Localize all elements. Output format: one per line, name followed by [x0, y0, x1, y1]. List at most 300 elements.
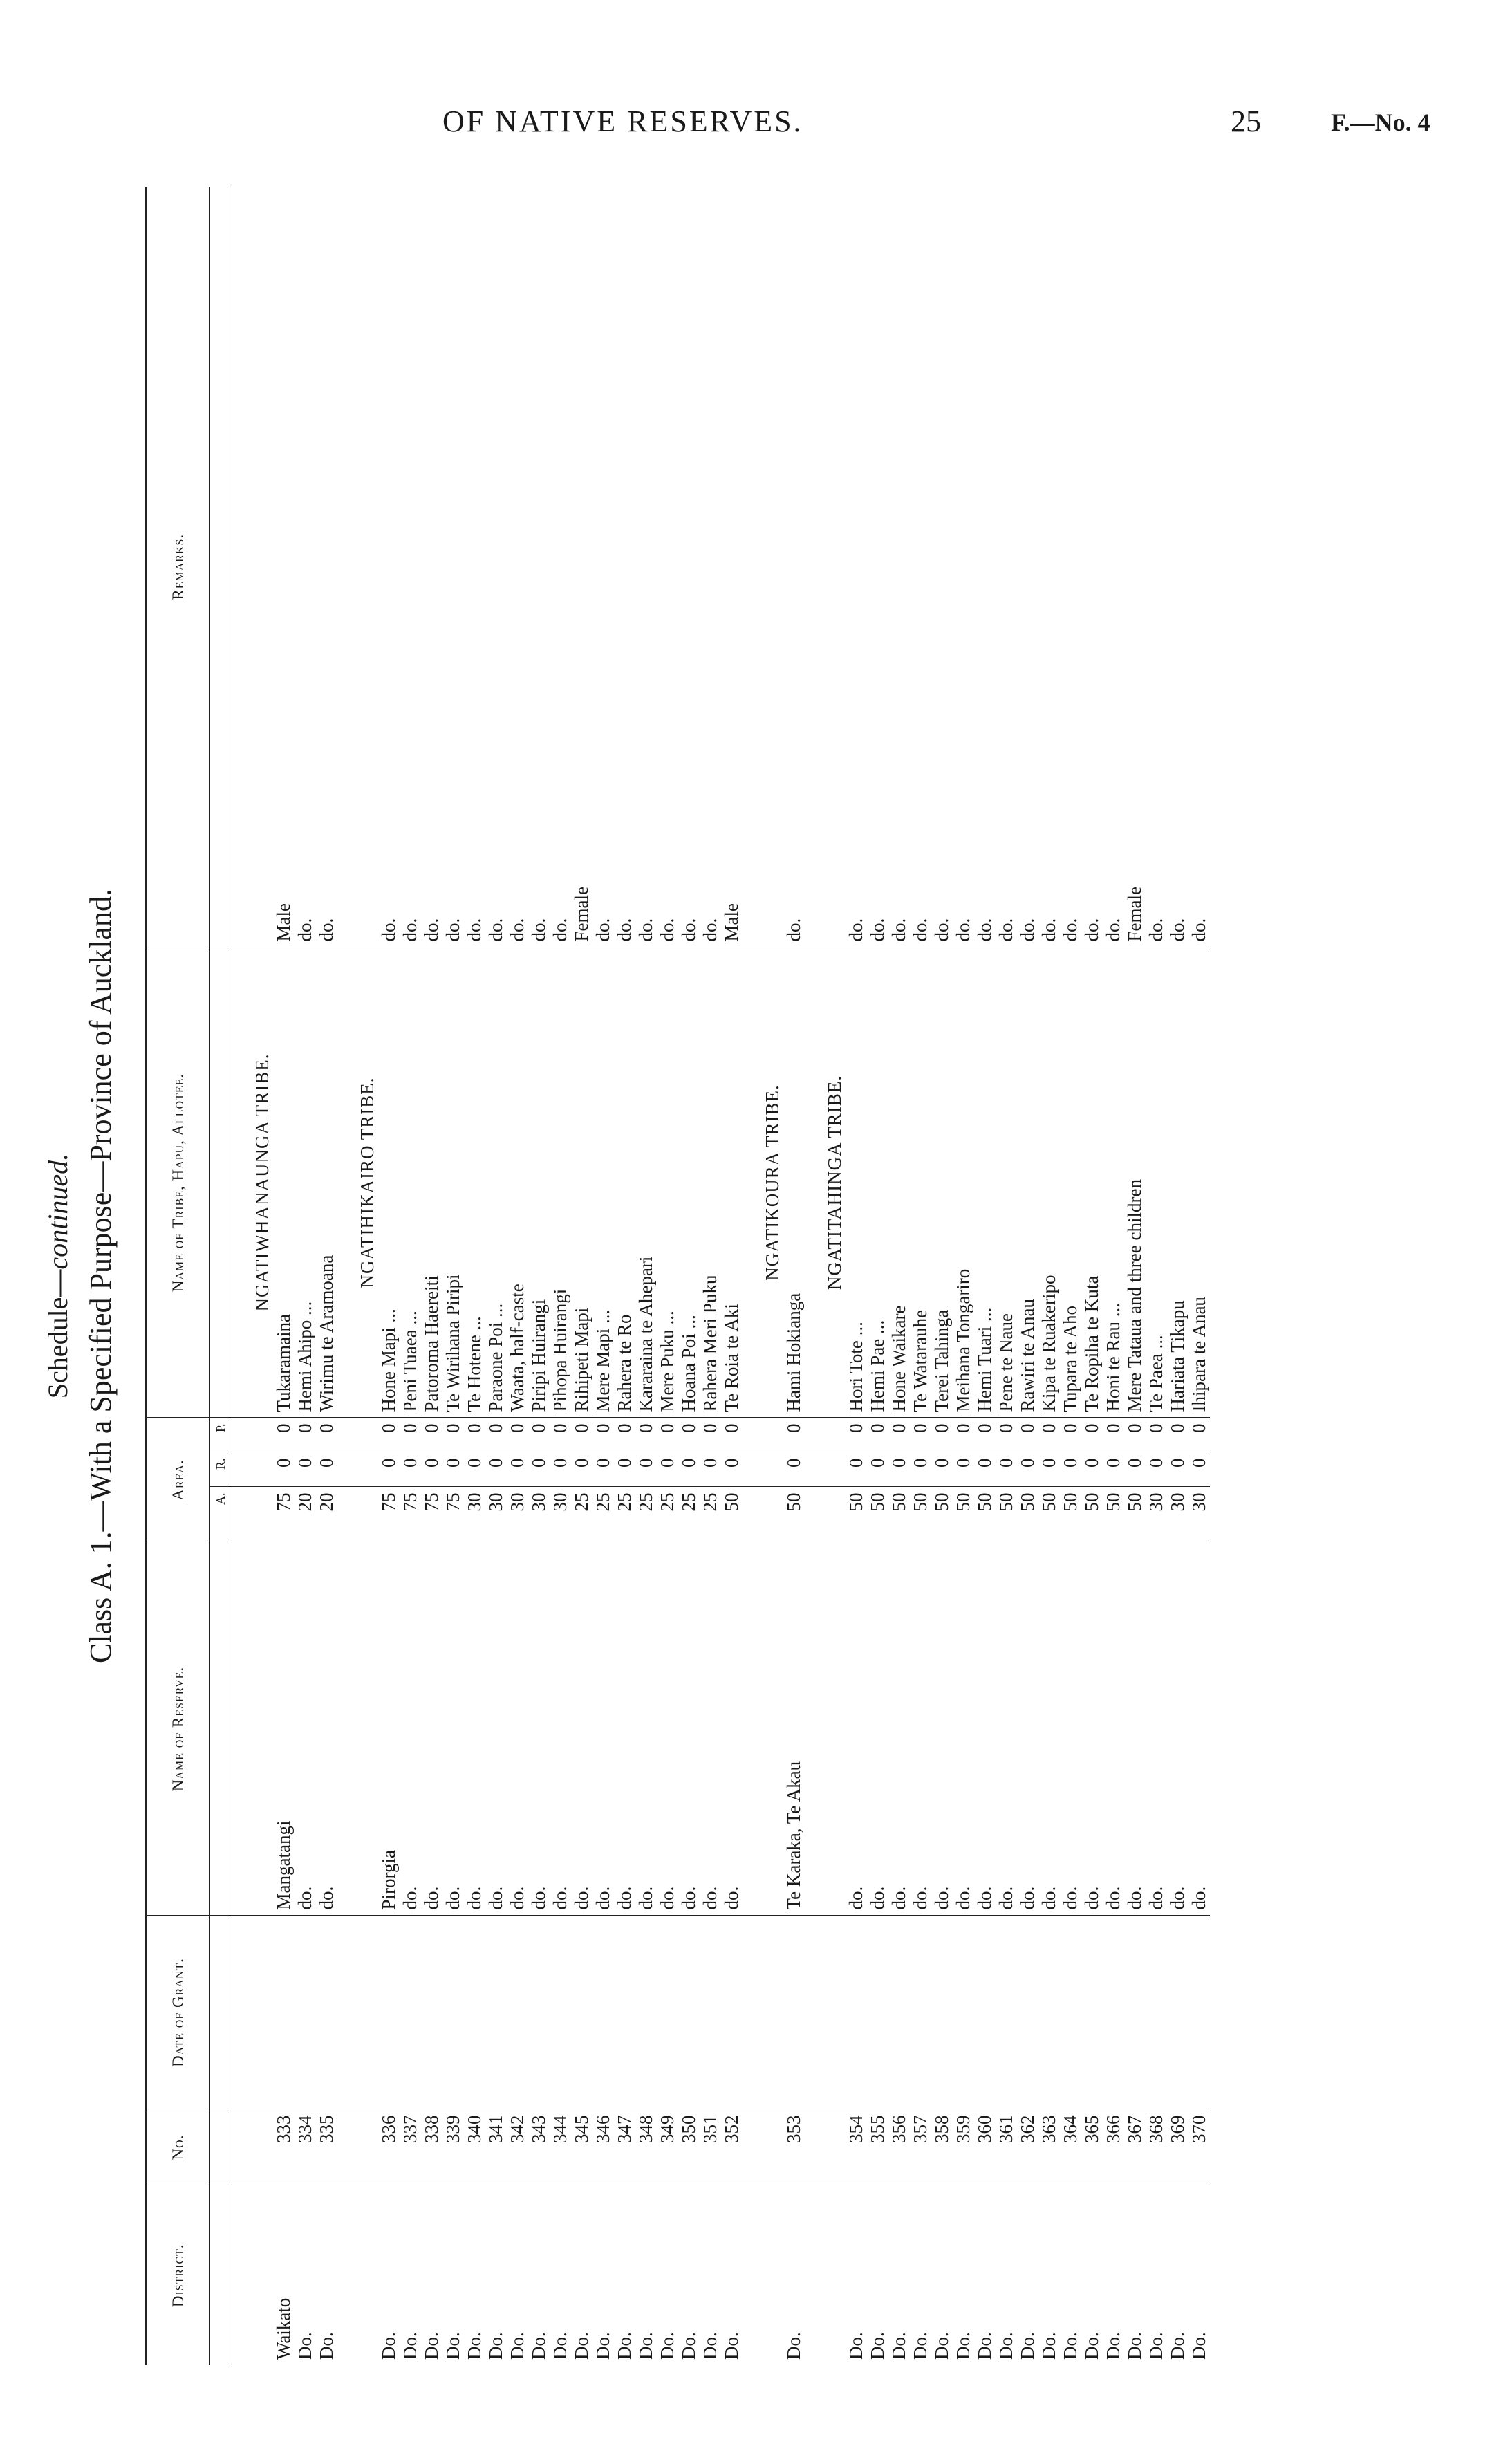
district-cell: Do. — [464, 2185, 485, 2365]
area-perches-cell: 0 — [1103, 1418, 1124, 1452]
table-row — [1060, 187, 1081, 2365]
allotee-cell: Te Wirihana Piripi — [442, 947, 464, 1418]
remarks-cell: do. — [867, 918, 888, 942]
district-cell: Do. — [316, 2185, 337, 2365]
area-roods-cell: 0 — [1060, 1452, 1081, 1487]
reserve-cell: do. — [421, 1542, 442, 1916]
remarks-cell: do. — [783, 918, 804, 942]
area-roods-cell: 0 — [550, 1452, 571, 1487]
area-roods-cell: 0 — [1146, 1452, 1167, 1487]
reserve-cell: do. — [614, 1542, 635, 1916]
remarks-cell: do. — [378, 918, 399, 942]
area-roods-cell: 0 — [721, 1452, 743, 1487]
number-cell: 360 — [974, 2109, 996, 2185]
area-roods-cell: 0 — [485, 1452, 507, 1487]
table-row — [846, 187, 867, 2365]
date-cell — [931, 1916, 953, 2109]
area-roods-cell: 0 — [442, 1452, 464, 1487]
date-cell — [378, 1916, 400, 2109]
allotee-cell: Hoana Poi ... — [678, 947, 700, 1418]
area-roods-cell: 0 — [1103, 1452, 1124, 1487]
number-cell: 342 — [507, 2109, 528, 2185]
reserve-cell: do. — [888, 1542, 910, 1916]
table-row — [273, 187, 295, 2365]
reserve-cell: do. — [657, 1542, 678, 1916]
district-cell: Do. — [657, 2185, 678, 2365]
number-cell: 352 — [721, 2109, 743, 2185]
area-perches-cell: 0 — [1167, 1418, 1188, 1452]
reserve-cell: do. — [1038, 1542, 1060, 1916]
number-cell: 344 — [550, 2109, 571, 2185]
district-cell: Do. — [846, 2185, 867, 2365]
district-cell: Do. — [1124, 2185, 1146, 2365]
area-roods-cell: 0 — [953, 1452, 974, 1487]
area-acres-cell: 50 — [1038, 1487, 1060, 1542]
reserve-cell: do. — [485, 1542, 507, 1916]
reserve-cell: do. — [400, 1542, 421, 1916]
schedule-caption — [41, 187, 74, 2365]
table-row — [783, 187, 805, 2365]
number-cell: 363 — [1038, 2109, 1060, 2185]
date-cell — [1146, 1916, 1167, 2109]
district-cell: Do. — [974, 2185, 996, 2365]
date-cell — [528, 1916, 550, 2109]
table-row — [316, 187, 337, 2365]
area-perches-cell: 0 — [550, 1418, 571, 1452]
date-cell — [888, 1916, 910, 2109]
area-perches-cell: 0 — [273, 1418, 295, 1452]
area-roods-cell: 0 — [571, 1452, 592, 1487]
table-row — [1017, 187, 1038, 2365]
remarks-cell: do. — [1167, 918, 1188, 942]
area-roods-cell: 0 — [1167, 1452, 1188, 1487]
date-cell — [1060, 1916, 1081, 2109]
number-cell: 335 — [316, 2109, 337, 2185]
date-cell — [1167, 1916, 1188, 2109]
date-cell — [1017, 1916, 1038, 2109]
allotee-cell: Mere Puku ... — [657, 947, 678, 1418]
reserve-cell: do. — [678, 1542, 700, 1916]
area-acres-cell: 50 — [953, 1487, 974, 1542]
reserve-cell: do. — [464, 1542, 485, 1916]
area-roods-cell: 0 — [635, 1452, 657, 1487]
class-caption: Class A. 1.—With a Specified Purpose—Province of Auckland. — [84, 888, 118, 1664]
number-cell: 338 — [421, 2109, 442, 2185]
area-perches-cell: 0 — [1146, 1418, 1167, 1452]
area-acres-cell: 25 — [635, 1487, 657, 1542]
col-date: Date of Grant. — [146, 1916, 209, 2109]
date-cell — [783, 1916, 805, 2109]
reserve-cell: Mangatangi — [273, 1542, 295, 1916]
area-perches-cell: 0 — [464, 1418, 485, 1452]
area-roods-cell: 0 — [1017, 1452, 1038, 1487]
area-acres-cell: 50 — [931, 1487, 953, 1542]
sub-p: P. — [209, 1418, 232, 1452]
district-cell: Do. — [721, 2185, 743, 2365]
date-cell — [485, 1916, 507, 2109]
area-acres-cell: 75 — [400, 1487, 421, 1542]
remarks-cell: do. — [996, 918, 1016, 942]
remarks-cell: do. — [700, 918, 720, 942]
date-cell — [1038, 1916, 1060, 2109]
allotee-cell: Hori Tote ... — [846, 947, 867, 1418]
remarks-cell: do. — [421, 918, 442, 942]
remarks-cell: do. — [507, 918, 528, 942]
district-cell: Do. — [485, 2185, 507, 2365]
reserve-cell: do. — [1124, 1542, 1146, 1916]
date-cell — [507, 1916, 528, 2109]
table-row — [421, 187, 442, 2365]
number-cell: 343 — [528, 2109, 550, 2185]
area-roods-cell: 0 — [657, 1452, 678, 1487]
area-roods-cell: 0 — [910, 1452, 931, 1487]
reserve-cell: do. — [1188, 1542, 1210, 1916]
col-area: Area. — [146, 1418, 209, 1542]
date-cell — [400, 1916, 421, 2109]
number-cell: 339 — [442, 2109, 464, 2185]
date-cell — [273, 1916, 295, 2109]
number-cell: 334 — [295, 2109, 316, 2185]
area-perches-cell: 0 — [846, 1418, 867, 1452]
tribe-heading: NGATITAHINGA TRIBE. — [805, 947, 846, 1418]
remarks-cell: do. — [1146, 918, 1166, 942]
district-cell: Do. — [571, 2185, 592, 2365]
remarks-cell: do. — [1017, 918, 1038, 942]
col-no: No. — [146, 2109, 209, 2185]
date-cell — [316, 1916, 337, 2109]
area-perches-cell: 0 — [700, 1418, 721, 1452]
area-perches-cell: 0 — [421, 1418, 442, 1452]
district-cell: Do. — [1188, 2185, 1210, 2365]
area-roods-cell: 0 — [846, 1452, 867, 1487]
table-row — [1146, 187, 1167, 2365]
date-cell — [592, 1916, 614, 2109]
reserve-cell: Pirorgia — [378, 1542, 400, 1916]
area-perches-cell: 0 — [888, 1418, 910, 1452]
district-cell: Do. — [1146, 2185, 1167, 2365]
date-cell — [295, 1916, 316, 2109]
continued-word: continued. — [42, 1153, 73, 1270]
date-cell — [910, 1916, 931, 2109]
allotee-cell: Honi te Rau ... — [1103, 947, 1124, 1418]
number-cell: 337 — [400, 2109, 421, 2185]
area-acres-cell: 50 — [910, 1487, 931, 1542]
area-acres-cell: 30 — [528, 1487, 550, 1542]
tribe-heading: NGATIHIKAIRO TRIBE. — [337, 947, 378, 1418]
area-roods-cell: 0 — [1038, 1452, 1060, 1487]
date-cell — [421, 1916, 442, 2109]
number-cell: 354 — [846, 2109, 867, 2185]
table-row — [442, 187, 464, 2365]
remarks-cell: do. — [1038, 918, 1059, 942]
allotee-cell: Hone Waikare — [888, 947, 910, 1418]
district-cell: Do. — [1038, 2185, 1060, 2365]
reserve-cell: do. — [953, 1542, 974, 1916]
number-cell: 356 — [888, 2109, 910, 2185]
area-acres-cell: 30 — [1167, 1487, 1188, 1542]
area-roods-cell: 0 — [974, 1452, 996, 1487]
area-acres-cell: 25 — [571, 1487, 592, 1542]
district-cell: Do. — [614, 2185, 635, 2365]
area-acres-cell: 50 — [1103, 1487, 1124, 1542]
area-perches-cell: 0 — [867, 1418, 888, 1452]
area-acres-cell: 50 — [721, 1487, 743, 1542]
remarks-cell: Female — [571, 887, 592, 942]
date-cell — [635, 1916, 657, 2109]
number-cell: 367 — [1124, 2109, 1146, 2185]
district-cell: Do. — [421, 2185, 442, 2365]
table-row — [996, 187, 1017, 2365]
remarks-cell: do. — [400, 918, 420, 942]
remarks-cell: do. — [528, 918, 549, 942]
area-acres-cell: 30 — [1188, 1487, 1210, 1542]
date-cell — [571, 1916, 592, 2109]
area-acres-cell: 50 — [974, 1487, 996, 1542]
area-acres-cell: 50 — [783, 1487, 805, 1542]
table-row — [1103, 187, 1124, 2365]
area-roods-cell: 0 — [867, 1452, 888, 1487]
district-cell: Do. — [1167, 2185, 1188, 2365]
area-acres-cell: 20 — [295, 1487, 316, 1542]
date-cell — [678, 1916, 700, 2109]
remarks-cell: do. — [1081, 918, 1102, 942]
number-cell: 364 — [1060, 2109, 1081, 2185]
reserve-cell: do. — [1060, 1542, 1081, 1916]
allotee-cell: Meihana Tongariro — [953, 947, 974, 1418]
allotee-cell: Hemi Ahipo ... — [295, 947, 316, 1418]
table-row — [953, 187, 974, 2365]
area-perches-cell: 0 — [295, 1418, 316, 1452]
allotee-cell: Hemi Tuari ... — [974, 947, 996, 1418]
reserve-cell: do. — [1167, 1542, 1188, 1916]
area-acres-cell: 75 — [378, 1487, 400, 1542]
remarks-cell: Male — [273, 903, 294, 942]
number-cell: 368 — [1146, 2109, 1167, 2185]
allotee-cell: Hone Mapi ... — [378, 947, 400, 1418]
reserve-cell: do. — [295, 1542, 316, 1916]
date-cell — [846, 1916, 867, 2109]
area-acres-cell: 75 — [442, 1487, 464, 1542]
area-perches-cell: 0 — [910, 1418, 931, 1452]
remarks-cell: do. — [910, 918, 931, 942]
table-row — [1038, 187, 1060, 2365]
running-head-title: OF NATIVE RESERVES. — [442, 104, 803, 138]
date-cell — [464, 1916, 485, 2109]
area-roods-cell: 0 — [783, 1452, 805, 1487]
number-cell: 359 — [953, 2109, 974, 2185]
col-district: District. — [146, 2185, 209, 2365]
remarks-cell: do. — [442, 918, 463, 942]
area-perches-cell: 0 — [996, 1418, 1017, 1452]
reserve-cell: do. — [846, 1542, 867, 1916]
reserve-cell: do. — [910, 1542, 931, 1916]
table-row — [974, 187, 996, 2365]
page-number: 25 — [1231, 104, 1261, 138]
remarks-cell: do. — [678, 918, 699, 942]
area-perches-cell: 0 — [953, 1418, 974, 1452]
area-acres-cell: 50 — [846, 1487, 867, 1542]
col-name: Name of Tribe, Hapu, Allotee. — [146, 947, 209, 1418]
allotee-cell: Rahera te Ro — [614, 947, 635, 1418]
date-cell — [867, 1916, 888, 2109]
area-perches-cell: 0 — [614, 1418, 635, 1452]
area-perches-cell: 0 — [592, 1418, 614, 1452]
table-row — [464, 187, 485, 2365]
sub-a: A. — [209, 1487, 232, 1542]
date-cell — [700, 1916, 721, 2109]
district-cell: Do. — [678, 2185, 700, 2365]
area-acres-cell: 30 — [550, 1487, 571, 1542]
col-reserve: Name of Reserve. — [146, 1542, 209, 1916]
area-roods-cell: 0 — [273, 1452, 295, 1487]
date-cell — [721, 1916, 743, 2109]
remarks-cell: do. — [295, 918, 315, 942]
table-row — [867, 187, 888, 2365]
number-cell: 341 — [485, 2109, 507, 2185]
table-row — [614, 187, 635, 2365]
reserve-cell: do. — [550, 1542, 571, 1916]
area-perches-cell: 0 — [783, 1418, 805, 1452]
remarks-cell: do. — [1188, 918, 1209, 942]
tribe-heading: NGATIWHANAUNGA TRIBE. — [232, 947, 274, 1418]
district-cell: Do. — [700, 2185, 721, 2365]
area-acres-cell: 30 — [464, 1487, 485, 1542]
allotee-cell: Mere Mapi ... — [592, 947, 614, 1418]
allotee-cell: Hariata Tikapu — [1167, 947, 1188, 1418]
area-acres-cell: 25 — [657, 1487, 678, 1542]
area-perches-cell: 0 — [571, 1418, 592, 1452]
reserve-cell: do. — [700, 1542, 721, 1916]
date-cell — [657, 1916, 678, 2109]
table-row — [295, 187, 316, 2365]
area-perches-cell: 0 — [1060, 1418, 1081, 1452]
area-perches-cell: 0 — [1081, 1418, 1103, 1452]
area-perches-cell: 0 — [507, 1418, 528, 1452]
reserve-cell: do. — [592, 1542, 614, 1916]
number-cell: 369 — [1167, 2109, 1188, 2185]
date-cell — [614, 1916, 635, 2109]
reserve-cell: do. — [974, 1542, 996, 1916]
remarks-cell: do. — [657, 918, 678, 942]
table-row — [635, 187, 657, 2365]
col-remarks: Remarks. — [146, 187, 209, 947]
district-cell: Do. — [996, 2185, 1017, 2365]
district-cell: Waikato — [273, 2185, 295, 2365]
table-row — [721, 187, 743, 2365]
date-cell — [442, 1916, 464, 2109]
tribe-heading-row — [805, 187, 846, 2365]
table-row — [592, 187, 614, 2365]
area-perches-cell: 0 — [678, 1418, 700, 1452]
area-acres-cell: 30 — [485, 1487, 507, 1542]
remarks-cell: do. — [550, 918, 570, 942]
district-cell: Do. — [867, 2185, 888, 2365]
district-cell: Do. — [1060, 2185, 1081, 2365]
area-roods-cell: 0 — [464, 1452, 485, 1487]
remarks-cell: do. — [592, 918, 613, 942]
area-perches-cell: 0 — [378, 1418, 400, 1452]
allotee-cell: Te Hotene ... — [464, 947, 485, 1418]
remarks-cell: do. — [846, 918, 866, 942]
area-roods-cell: 0 — [528, 1452, 550, 1487]
district-cell: Do. — [592, 2185, 614, 2365]
district-cell: Do. — [528, 2185, 550, 2365]
area-roods-cell: 0 — [400, 1452, 421, 1487]
number-cell: 353 — [783, 2109, 805, 2185]
area-perches-cell: 0 — [1124, 1418, 1146, 1452]
allotee-cell: Peni Tuaea ... — [400, 947, 421, 1418]
reserve-cell: do. — [1081, 1542, 1103, 1916]
table-row — [1167, 187, 1188, 2365]
tribe-heading: NGATIKOURA TRIBE. — [743, 947, 783, 1418]
reserve-cell: Te Karaka, Te Akau — [783, 1542, 805, 1916]
area-acres-cell: 50 — [996, 1487, 1017, 1542]
number-cell: 350 — [678, 2109, 700, 2185]
table-row — [400, 187, 421, 2365]
reserve-cell: do. — [1146, 1542, 1167, 1916]
allotee-cell: Tupara te Aho — [1060, 947, 1081, 1418]
number-cell: 362 — [1017, 2109, 1038, 2185]
number-cell: 365 — [1081, 2109, 1103, 2185]
allotee-cell: Te Watarauhe — [910, 947, 931, 1418]
table-row — [550, 187, 571, 2365]
allotee-cell: Pihopa Huirangi — [550, 947, 571, 1418]
number-cell: 348 — [635, 2109, 657, 2185]
allotee-cell: Mere Tataua and three children — [1124, 947, 1146, 1418]
district-cell: Do. — [953, 2185, 974, 2365]
area-roods-cell: 0 — [678, 1452, 700, 1487]
allotee-cell: Hami Hokianga — [783, 947, 805, 1418]
reserves-table — [145, 187, 1210, 2365]
area-perches-cell: 0 — [974, 1418, 996, 1452]
area-acres-cell: 50 — [888, 1487, 910, 1542]
allotee-cell: Rahera Meri Puku — [700, 947, 721, 1418]
allotee-cell: Te Roia te Aki — [721, 947, 743, 1418]
remarks-cell: do. — [931, 918, 952, 942]
area-perches-cell: 0 — [1188, 1418, 1210, 1452]
district-cell: Do. — [550, 2185, 571, 2365]
reserve-cell: do. — [507, 1542, 528, 1916]
paper-reference: F.—No. 4 — [1331, 109, 1430, 136]
number-cell: 336 — [378, 2109, 400, 2185]
table-row — [657, 187, 678, 2365]
table-row — [678, 187, 700, 2365]
reserve-cell: do. — [1017, 1542, 1038, 1916]
sub-r: R. — [209, 1452, 232, 1487]
remarks-cell: do. — [464, 918, 485, 942]
number-cell: 357 — [910, 2109, 931, 2185]
district-cell: Do. — [507, 2185, 528, 2365]
allotee-cell: Te Ropiha te Kuta — [1081, 947, 1103, 1418]
area-perches-cell: 0 — [931, 1418, 953, 1452]
number-cell: 358 — [931, 2109, 953, 2185]
date-cell — [953, 1916, 974, 2109]
allotee-cell: Patoroma Haereiti — [421, 947, 442, 1418]
table-row — [910, 187, 931, 2365]
remarks-cell: do. — [485, 918, 506, 942]
allotee-cell: Waata, half-caste — [507, 947, 528, 1418]
area-roods-cell: 0 — [507, 1452, 528, 1487]
number-cell: 370 — [1188, 2109, 1210, 2185]
area-roods-cell: 0 — [931, 1452, 953, 1487]
area-acres-cell: 20 — [316, 1487, 337, 1542]
number-cell: 333 — [273, 2109, 295, 2185]
date-cell — [550, 1916, 571, 2109]
area-acres-cell: 50 — [1124, 1487, 1146, 1542]
area-roods-cell: 0 — [996, 1452, 1017, 1487]
district-cell: Do. — [1103, 2185, 1124, 2365]
reserve-cell: do. — [1103, 1542, 1124, 1916]
